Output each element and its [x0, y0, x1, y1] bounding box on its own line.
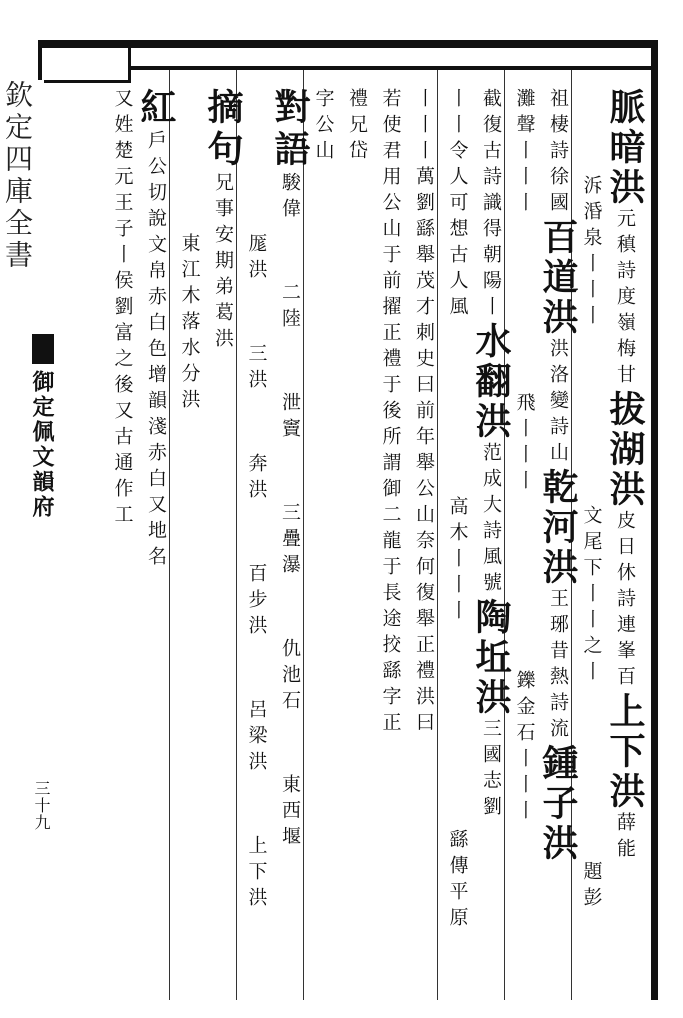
- text-column: [202, 88, 244, 993]
- text-column: [604, 88, 646, 993]
- headword-char: 洪: [604, 772, 646, 812]
- annotation-text: 字公山: [312, 88, 335, 166]
- annotation-text: 若使君用公山于前擢正禮于後所謂御二龍于長途挍繇字正: [379, 88, 402, 738]
- headword-char: 百: [537, 218, 579, 258]
- annotation-text: 丨丨令人可想古人風 高木丨丨丨 繇傳平原: [446, 88, 469, 933]
- text-column: [439, 88, 473, 993]
- text-column: [104, 88, 138, 993]
- headword-char: 鍾: [537, 744, 579, 784]
- annotation-text: 皮日休詩連峯百: [614, 510, 636, 692]
- book-title: 欽定四庫全書: [1, 80, 34, 272]
- headword-char: 上: [604, 692, 646, 732]
- annotation-text: 王琊昔熱詩流: [547, 588, 569, 744]
- headword-char: 拔: [604, 390, 646, 430]
- headword-char: 洪: [470, 678, 512, 718]
- annotation-text: 祖棲詩徐國: [547, 88, 569, 218]
- annotation-text: 又姓楚元王子丨侯劉富之後又古通作工: [111, 88, 134, 530]
- annotation-text: 洪洛變詩山: [547, 338, 569, 468]
- frame-top-border: [38, 40, 658, 48]
- headword-char: 洪: [537, 548, 579, 588]
- headword-char: 洪: [604, 470, 646, 510]
- frame-inner-border: [128, 66, 658, 70]
- annotation-text: 駿偉 二陸 泄竇 三疊瀑 仇池石 東西堰: [279, 172, 301, 852]
- headword-char: 水: [470, 322, 512, 362]
- text-column: [135, 88, 177, 993]
- text-column: [406, 88, 440, 993]
- text-column: [339, 88, 373, 993]
- headword-char: 洪: [470, 402, 512, 442]
- frame-right-border: [651, 40, 658, 1000]
- annotation-text: 三國志劉: [480, 718, 502, 822]
- headword-char: 乾: [537, 468, 579, 508]
- margin-black-mark: [32, 334, 54, 364]
- text-column: [269, 88, 311, 993]
- text-column: [537, 88, 579, 993]
- headword-char: 脈: [604, 88, 646, 128]
- text-column: [238, 88, 272, 993]
- annotation-text: 戶公切說文帛赤白色增韻淺赤白又地名: [145, 130, 167, 572]
- annotation-text: 截復古詩識得朝陽丨: [480, 88, 502, 322]
- section-heading: 紅: [135, 88, 177, 130]
- headword-char: 道: [537, 258, 579, 298]
- rhyme-title-box: [44, 48, 131, 83]
- headword-char: 下: [604, 732, 646, 772]
- annotation-text: 元稹詩度嶺梅甘: [614, 208, 636, 390]
- annotation-text: 兄事安期弟葛洪: [212, 172, 234, 354]
- headword-char: 洪: [537, 824, 579, 864]
- headword-char: 暗: [604, 128, 646, 168]
- headword-char: 河: [537, 508, 579, 548]
- annotation-text: 范成大詩風號: [480, 442, 502, 598]
- annotation-text: 厖洪 三洪 奔洪 百步洪 呂梁洪 上下洪: [245, 88, 268, 913]
- section-heading: 對語: [269, 88, 311, 172]
- headword-char: 坵: [470, 638, 512, 678]
- annotation-text: 禮兄岱: [346, 88, 368, 166]
- frame-left-border: [38, 40, 42, 80]
- headword-char: 洪: [537, 298, 579, 338]
- annotation-text: 丨丨丨萬劉繇舉茂才刺史曰前年舉公山奈何復舉正禮洪曰: [413, 88, 435, 738]
- annotation-text: 泝涽泉丨丨丨 文尾下丨丨之丨 題彭: [580, 88, 603, 913]
- headword-char: 翻: [470, 362, 512, 402]
- text-column: [305, 88, 339, 993]
- headword-char: 湖: [604, 430, 646, 470]
- section-heading: 摘句: [202, 88, 244, 172]
- headword-char: 陶: [470, 598, 512, 638]
- annotation-text: 東江木落水分洪: [178, 88, 201, 415]
- text-column: [171, 88, 205, 993]
- headword-char: 洪: [604, 168, 646, 208]
- volume-title: 御定佩文韻府: [29, 370, 55, 520]
- text-column: [372, 88, 406, 993]
- annotation-text: 灘聲丨丨丨 飛丨丨丨 鑠金石丨丨丨: [513, 88, 536, 826]
- annotation-text: 薛能: [614, 812, 636, 864]
- text-column: [470, 88, 512, 993]
- headword-char: 子: [537, 784, 579, 824]
- page-number: 三十九: [32, 780, 51, 831]
- text-column: [506, 88, 540, 993]
